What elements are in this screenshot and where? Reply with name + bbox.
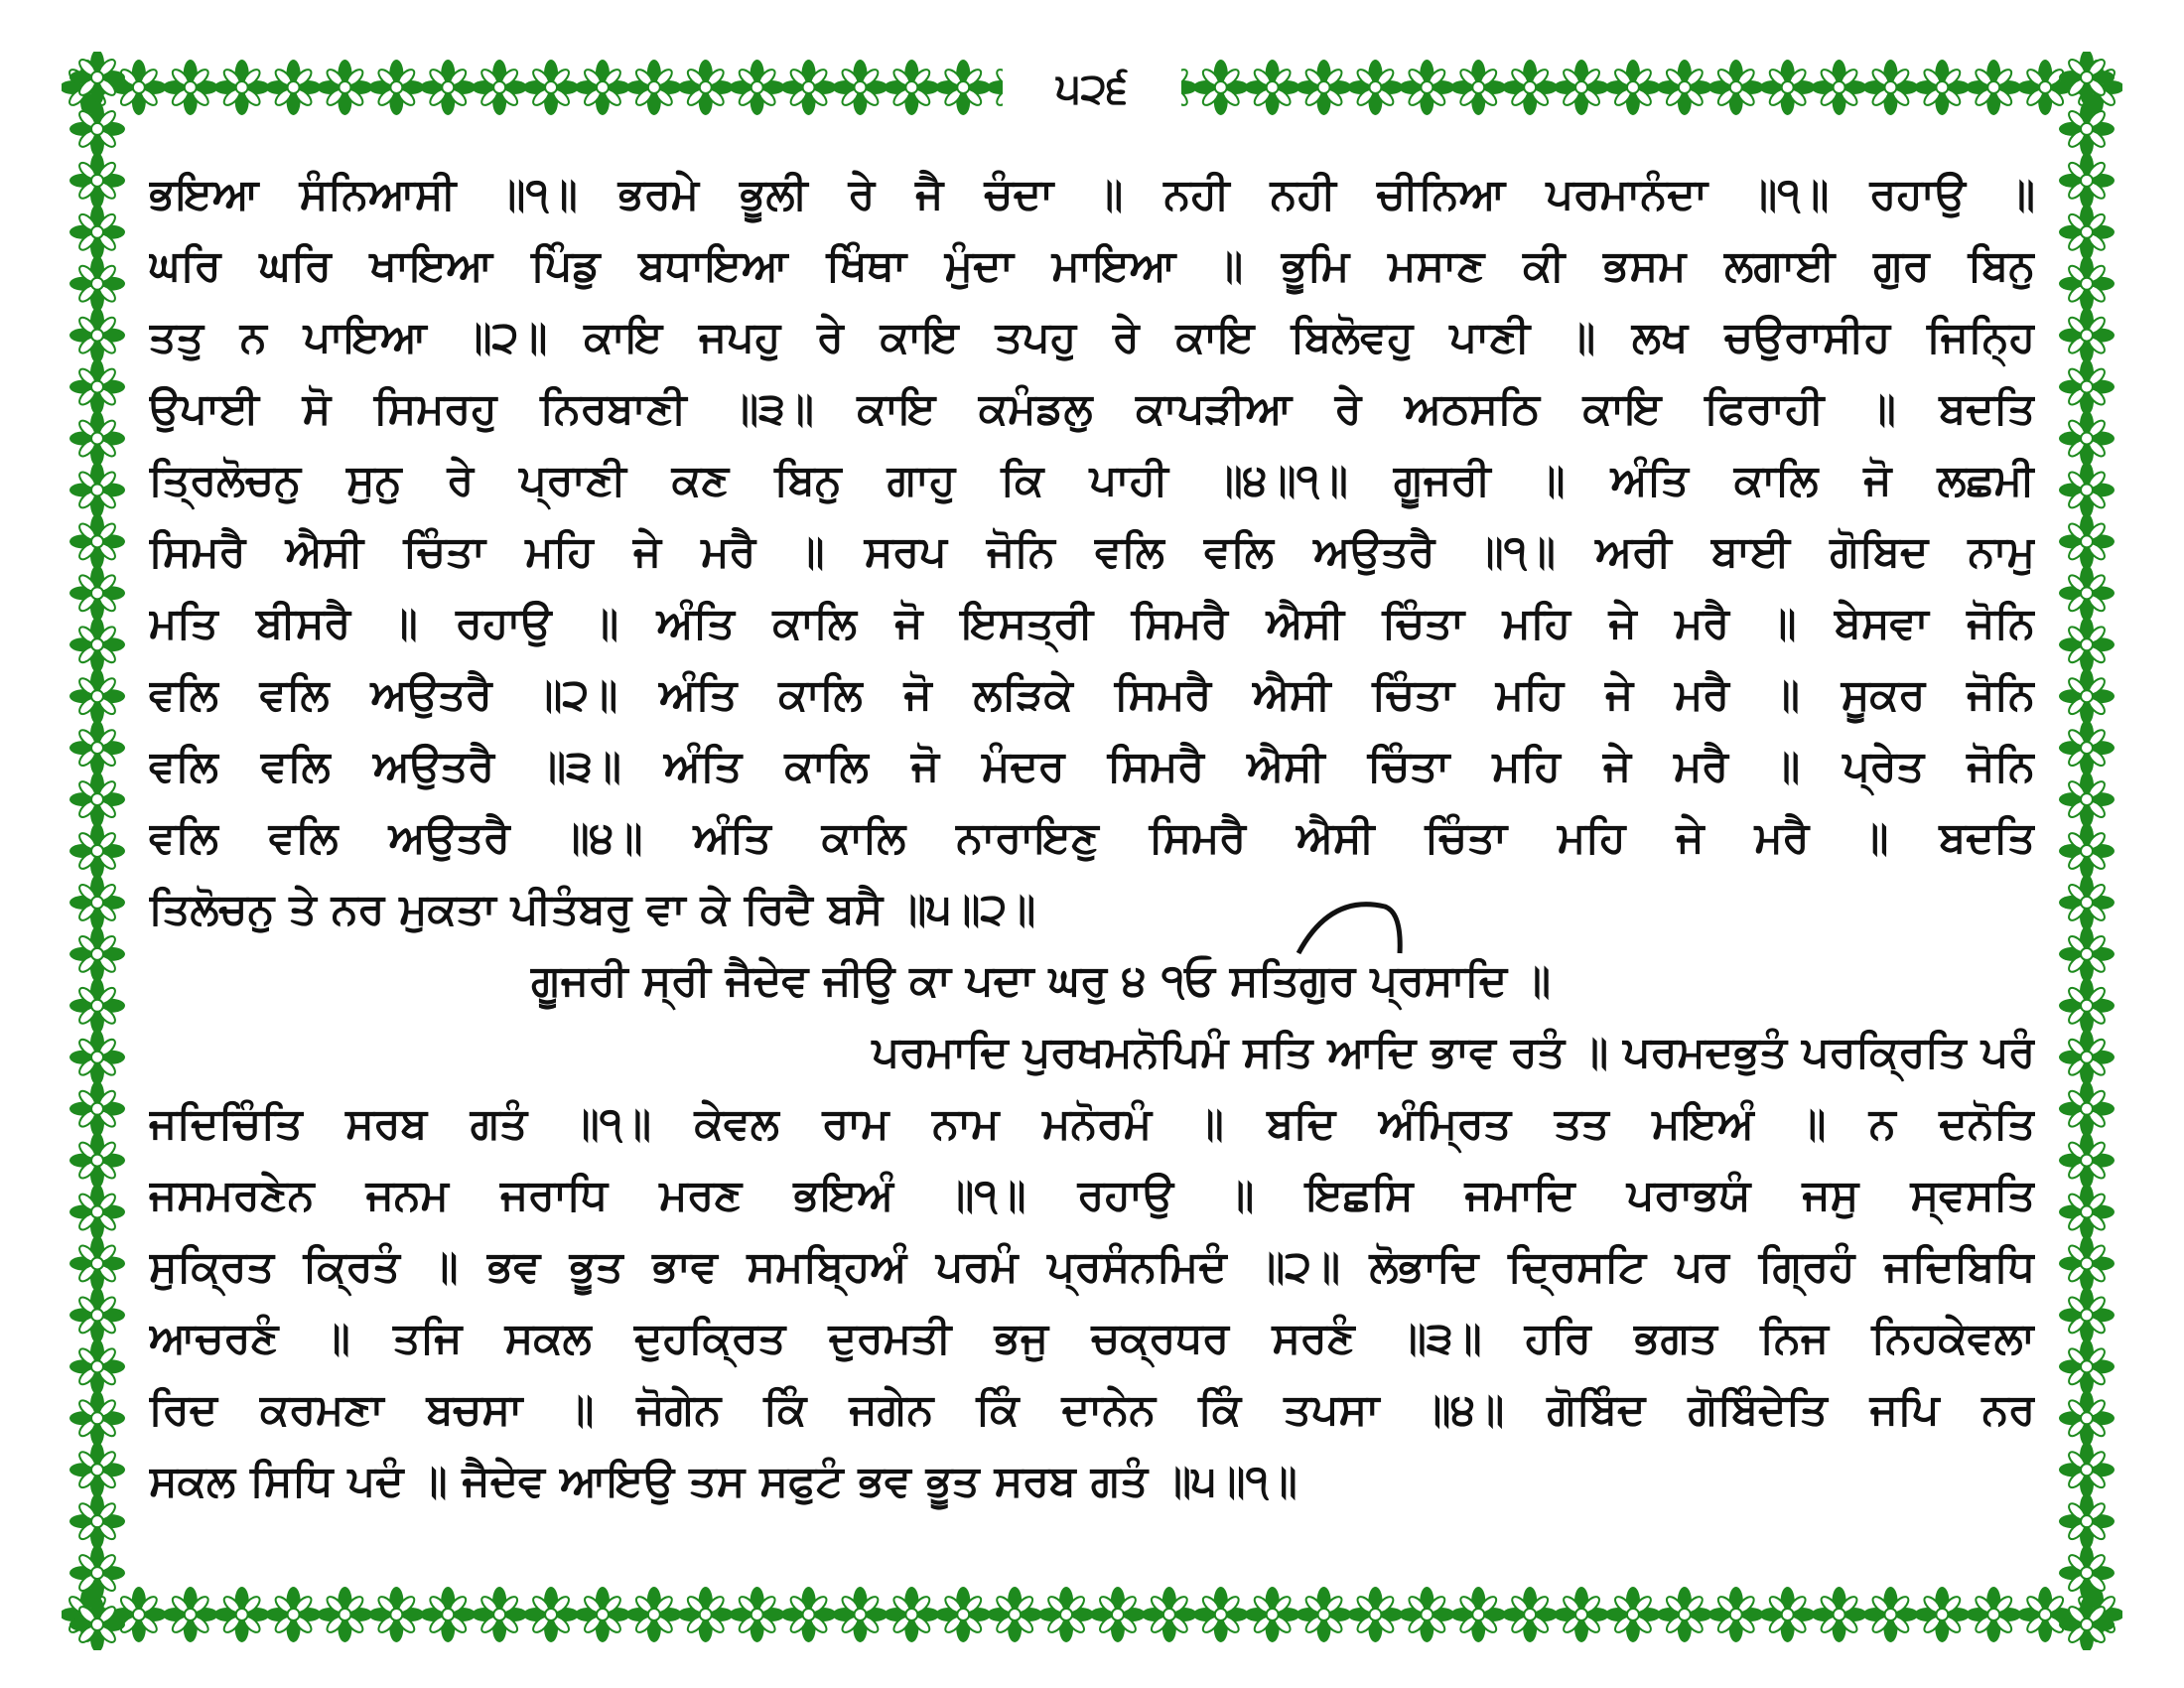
floral-border-bottom [62,1579,2122,1650]
flower-icon-column-right [2051,52,2122,1650]
flower-icon [317,1587,372,1642]
flower-icon [1245,60,1300,115]
flower-icon [2059,823,2115,879]
flower-icon [69,205,125,260]
flower-icon [2059,1030,2115,1085]
text-line: ਪਰਮਾਦਿ ਪੁਰਖਮਨੋਪਿਮੰ ਸਤਿ ਆਦਿ ਭਾਵ ਰਤੰ ॥ ਪਰਮਦਭੁਤੰ ਪਰਕ੍ਰਿਤਿ ਪਰੰ [872,1028,2035,1077]
flower-icon [626,60,682,115]
text-line: ਤ੍ਰਿਲੋਚਨੁ ਸੁਨੁ ਰੇ ਪ੍ਰਾਣੀ ਕਣ ਬਿਨੁ ਗਾਹੁ ਕਿ ਪਾਹੀ ॥੪॥੧॥ ਗੂਜਰੀ ॥ ਅੰਤਿ ਕਾਲਿ ਜੋ ਲਛਮੀ [149,456,2035,505]
flower-icon [266,1587,322,1642]
flower-icon-row-bottom [62,1579,2122,1650]
flower-icon [575,60,630,115]
flower-icon [69,308,125,363]
flower-icon [781,1587,837,1642]
flower-icon [69,462,125,517]
flower-icon [69,101,125,157]
flower-icon [1914,1587,1970,1642]
scripture-text [149,159,2035,1517]
flower-icon [678,1587,734,1642]
flower-icon [2059,1287,2115,1342]
flower-icon [1708,1587,1764,1642]
flower-icon [935,60,991,115]
flower-icon [69,513,125,569]
flower-icon [1399,1587,1454,1642]
text-line: ਉਪਾਈ ਸੋ ਸਿਮਰਹੁ ਨਿਰਬਾਣੀ ॥੩॥ ਕਾਇ ਕਮੰਡਲੁ ਕਾਪੜੀਆ ਰੇ ਅਠਸਠਿ ਕਾਇ ਫਿਰਾਹੀ ॥ ਬਦਤਿ [149,384,2035,434]
text-line: ਮਤਿ ਬੀਸਰੈ ॥ ਰਹਾਉ ॥ ਅੰਤਿ ਕਾਲਿ ਜੋ ਇਸਤ੍ਰੀ ਸਿਮਰੈ ਐਸੀ ਚਿੰਤਾ ਮਹਿ ਜੇ ਮਰੈ ॥ ਬੇਸਵਾ ਜੋਨਿ [149,599,2035,648]
flower-icon [2059,101,2115,157]
text-line: ਜਸਮਰਣੇਨ ਜਨਮ ਜਰਾਧਿ ਮਰਣ ਭਇਅੰ ॥੧॥ ਰਹਾਉ ॥ ਇਛਸਿ ਜਮਾਦਿ ਪਰਾਭਯੰ ਜਸੁ ਸ੍ਵਸਤਿ [149,1171,2035,1220]
text-line: ਵਲਿ ਵਲਿ ਅਉਤਰੈ ॥੨॥ ਅੰਤਿ ਕਾਲਿ ਜੋ ਲੜਿਕੇ ਸਿਮਰੈ ਐਸੀ ਚਿੰਤਾ ਮਹਿ ਜੇ ਮਰੈ ॥ ਸੂਕਰ ਜੋਨਿ [149,670,2035,720]
flower-icon [1347,60,1403,115]
flower-icon [1812,60,1867,115]
flower-icon [69,153,125,209]
flower-icon [69,1081,125,1137]
flower-icon [69,668,125,724]
flower-icon [2059,1185,2115,1240]
flower-icon [69,772,125,827]
flower-icon [69,1442,125,1497]
flower-icon [368,60,424,115]
flower-icon [1760,1587,1816,1642]
flower-icon [69,1133,125,1189]
flower-icon [69,978,125,1034]
flower-icon [69,256,125,312]
flower-icon [1245,1587,1300,1642]
flower-icon [935,1587,991,1642]
flower-icon [69,1493,125,1549]
flower-icon [987,1587,1042,1642]
flower-icon [1193,60,1249,115]
flower-icon [69,875,125,930]
flower-icon [214,1587,270,1642]
flower-icon [1090,1587,1146,1642]
flower-icon [1966,1587,2021,1642]
flower-icon [2059,720,2115,775]
text-line: ਆਚਰਣੰ ॥ ਤਜਿ ਸਕਲ ਦੁਹਕ੍ਰਿਤ ਦੁਰਮਤੀ ਭਜੁ ਚਕ੍ਰਧਰ ਸਰਣੰ ॥੩॥ ਹਰਿ ਭਗਤ ਨਿਜ ਨਿਹਕੇਵਲਾ [149,1314,2035,1363]
text-line: ਸਕਲ ਸਿਧਿ ਪਦੰ ॥ ਜੈਦੇਵ ਆਇਉ ਤਸ ਸਫੁਟੰ ਭਵ ਭੂਤ ਸਰਬ ਗਤੰ ॥੫॥੧॥ [149,1457,1297,1506]
flower-icon [2059,565,2115,621]
flower-icon [69,359,125,415]
flower-icon [626,1587,682,1642]
text-line: ਤਿਲੋਚਨੁ ਤੇ ਨਰ ਮੁਕਤਾ ਪੀਤੰਬਰੁ ਵਾ ਕੇ ਰਿਦੈ ਬਸੈ ॥੫॥੨॥ [149,885,1036,934]
page-number-box [1003,54,1181,123]
flower-icon [1862,60,1918,115]
flower-icon [2059,359,2115,415]
flower-icon [69,52,125,105]
flower-icon [2059,1597,2115,1650]
flower-icon [69,1545,125,1601]
flower-icon [730,1587,785,1642]
flower-icon [1760,60,1816,115]
text-line: ਵਲਿ ਵਲਿ ਅਉਤਰੈ ॥੩॥ ਅੰਤਿ ਕਾਲਿ ਜੋ ਮੰਦਰ ਸਿਮਰੈ ਐਸੀ ਚਿੰਤਾ ਮਹਿ ਜੇ ਮਰੈ ॥ ਪ੍ਰੇਤ ਜੋਨਿ [149,742,2035,791]
flower-icon [884,1587,939,1642]
flower-icon [1399,60,1454,115]
flower-icon [69,617,125,672]
page-number: ੫੨੬ [1055,64,1129,112]
flower-icon [523,1587,579,1642]
flower-icon [69,1597,125,1650]
floral-border-right [2051,52,2122,1650]
flower-icon [2059,205,2115,260]
flower-icon [678,60,734,115]
text-line: ਸੁਕ੍ਰਿਤ ਕ੍ਰਿਤੰ ॥ ਭਵ ਭੂਤ ਭਾਵ ਸਮਬ੍ਹਿਅੰ ਪਰਮੰ ਪ੍ਰਸੰਨਮਿਦੰ ॥੨॥ ਲੋਭਾਦਿ ਦ੍ਰਿਸਟਿ ਪਰ ਗ੍ਰਿਹੰ ਜਦਿਬਿਧਿ [149,1242,2035,1292]
flower-icon [2059,926,2115,982]
flower-icon-column-left [62,52,133,1650]
flower-icon [1914,60,1970,115]
text-line: ਵਲਿ ਵਲਿ ਅਉਤਰੈ ॥੪॥ ਅੰਤਿ ਕਾਲਿ ਨਾਰਾਇਣੁ ਸਿਮਰੈ ਐਸੀ ਚਿੰਤਾ ਮਹਿ ਜੇ ਮਰੈ ॥ ਬਦਤਿ [149,813,2035,863]
flower-icon [523,60,579,115]
flower-icon [1193,1587,1249,1642]
ik-onkar-arc-icon [1291,899,1420,958]
flower-icon [69,565,125,621]
flower-icon [1862,1587,1918,1642]
flower-icon [2059,617,2115,672]
flower-icon [575,1587,630,1642]
flower-icon [1347,1587,1403,1642]
flower-icon [2059,1493,2115,1549]
flower-icon [420,60,476,115]
flower-icon [1966,60,2021,115]
flower-icon [2059,1338,2115,1394]
flower-icon [2059,1442,2115,1497]
flower-icon [1657,60,1712,115]
flower-icon [214,60,270,115]
flower-icon [1812,1587,1867,1642]
flower-icon [2059,668,2115,724]
flower-icon [69,1030,125,1085]
flower-icon [1502,60,1558,115]
text-line: ਭਇਆ ਸੰਨਿਆਸੀ ॥੧॥ ਭਰਮੇ ਭੂਲੀ ਰੇ ਜੈ ਚੰਦਾ ॥ ਨਹੀ ਨਹੀ ਚੀਨਿਆ ਪਰਮਾਨੰਦਾ ॥੧॥ ਰਹਾਉ ॥ [149,170,2035,219]
flower-icon [2059,153,2115,209]
flower-icon [2059,462,2115,517]
flower-icon [1450,60,1506,115]
flower-icon [730,60,785,115]
text-line: ਤਤੁ ਨ ਪਾਇਆ ॥੨॥ ਕਾਇ ਜਪਹੁ ਰੇ ਕਾਇ ਤਪਹੁ ਰੇ ਕਾਇ ਬਿਲੋਵਹੁ ਪਾਣੀ ॥ ਲਖ ਚਉਰਾਸੀਹ ਜਿਨ੍ਹਿ [149,313,2035,362]
flower-icon [69,1338,125,1394]
flower-icon [2059,1235,2115,1291]
flower-icon [69,1185,125,1240]
flower-icon [69,720,125,775]
flower-icon [69,1390,125,1446]
flower-icon [266,60,322,115]
text-line: ਘਰਿ ਘਰਿ ਖਾਇਆ ਪਿੰਡੁ ਬਧਾਇਆ ਖਿੰਥਾ ਮੁੰਦਾ ਮਾਇਆ ॥ ਭੂਮਿ ਮਸਾਣ ਕੀ ਭਸਮ ਲਗਾਈ ਗੁਰ ਬਿਨੁ [149,241,2035,291]
flower-icon [472,1587,527,1642]
flower-icon [2059,308,2115,363]
flower-icon [2059,1133,2115,1189]
flower-icon [2059,772,2115,827]
flower-icon [2059,1545,2115,1601]
flower-icon [1554,60,1609,115]
flower-icon [69,1287,125,1342]
text-line: ਜਦਿਚਿੰਤਿ ਸਰਬ ਗਤੰ ॥੧॥ ਕੇਵਲ ਰਾਮ ਨਾਮ ਮਨੋਰਮੰ ॥ ਬਦਿ ਅੰਮ੍ਰਿਤ ਤਤ ਮਇਅੰ ॥ ਨ ਦਨੋਤਿ [149,1099,2035,1149]
flower-icon [2059,256,2115,312]
flower-icon [832,60,887,115]
floral-border-left [62,52,133,1650]
text-line: ਸਿਮਰੈ ਐਸੀ ਚਿੰਤਾ ਮਹਿ ਜੇ ਮਰੈ ॥ ਸਰਪ ਜੋਨਿ ਵਲਿ ਵਲਿ ਅਉਤਰੈ ॥੧॥ ਅਰੀ ਬਾਈ ਗੋਬਿਦ ਨਾਮੁ [149,527,2035,577]
flower-icon [368,1587,424,1642]
flower-icon [2059,875,2115,930]
flower-icon [1450,1587,1506,1642]
flower-icon [163,60,218,115]
flower-icon [2059,411,2115,467]
flower-icon [69,823,125,879]
flower-icon [69,411,125,467]
flower-icon [420,1587,476,1642]
text-line: ਰਿਦ ਕਰਮਣਾ ਬਚਸਾ ॥ ਜੋਗੇਨ ਕਿੰ ਜਗੇਨ ਕਿੰ ਦਾਨੇਨ ਕਿੰ ਤਪਸਾ ॥੪॥ ਗੋਬਿੰਦ ਗੋਬਿੰਦੇਤਿ ਜਪਿ ਨਰ [149,1385,2035,1435]
flower-icon [1297,60,1352,115]
flower-icon [1605,60,1661,115]
flower-icon [317,60,372,115]
flower-icon [2059,1081,2115,1137]
flower-icon [69,926,125,982]
flower-icon [1708,60,1764,115]
flower-icon [69,1235,125,1291]
flower-icon [781,60,837,115]
flower-icon [884,60,939,115]
flower-icon [2059,978,2115,1034]
flower-icon [1142,1587,1197,1642]
flower-icon [472,60,527,115]
flower-icon [1605,1587,1661,1642]
flower-icon [1502,1587,1558,1642]
flower-icon [1657,1587,1712,1642]
flower-icon [2059,1390,2115,1446]
flower-icon [1038,1587,1094,1642]
section-heading: ਗੂਜਰੀ ਸ੍ਰੀ ਜੈਦੇਵ ਜੀਉ ਕਾ ਪਦਾ ਘਰੁ ੪ ੧ਓ ਸਤਿਗੁਰ ਪ੍ਰਸਾਦਿ ॥ [531,956,1551,1006]
flower-icon [163,1587,218,1642]
flower-icon [832,1587,887,1642]
flower-icon [1297,1587,1352,1642]
flower-icon [1554,1587,1609,1642]
flower-icon [2059,52,2115,105]
flower-icon [2059,513,2115,569]
